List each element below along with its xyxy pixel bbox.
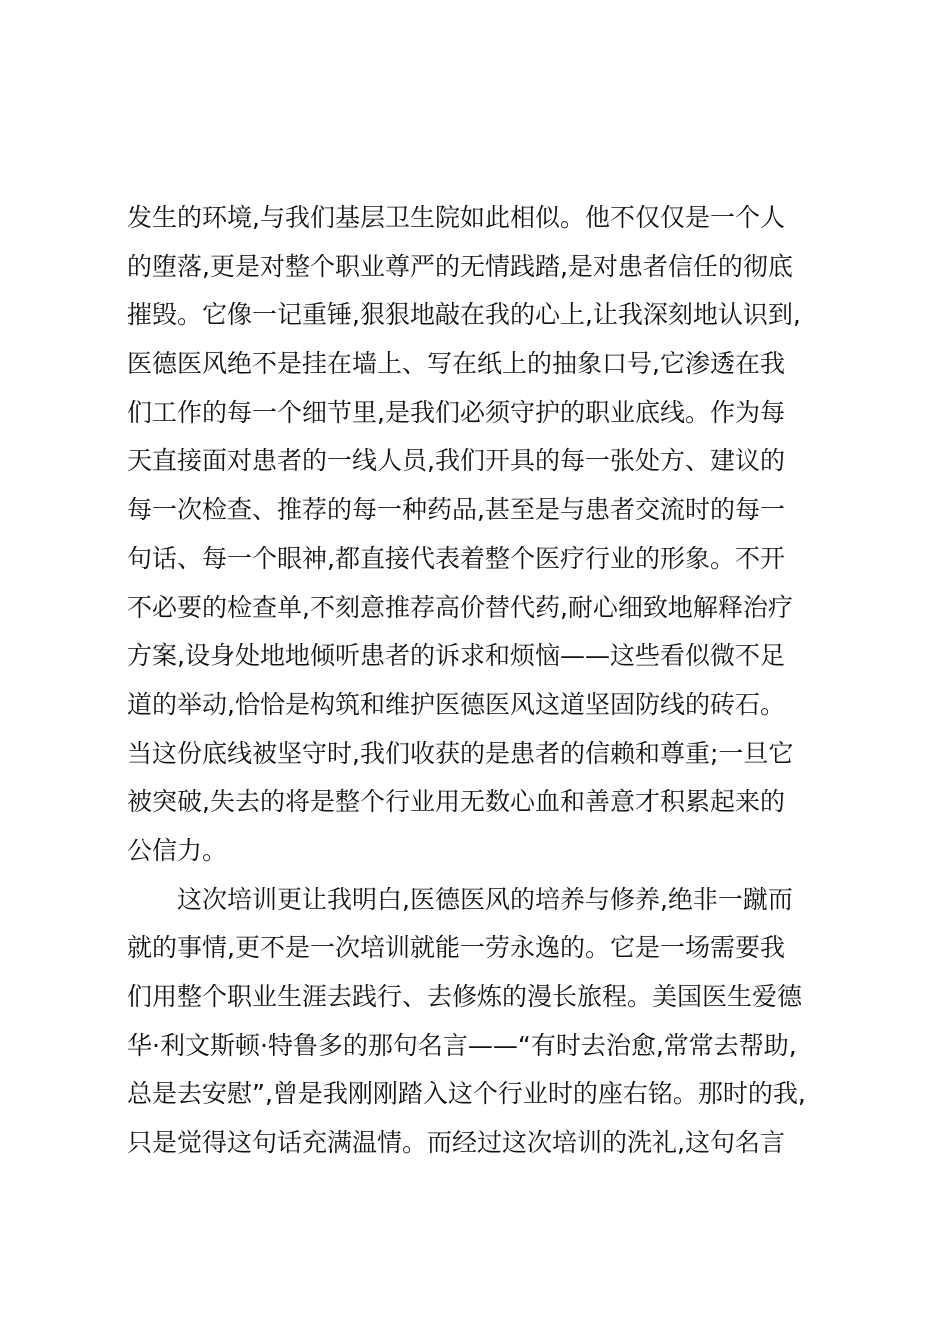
text-line: 华·利文斯顿·特鲁多的那句名言——“有时去治愈,常常去帮助,	[127, 1030, 797, 1060]
text-line: 公信力。	[127, 835, 228, 865]
text-line: 不必要的检查单,不刻意推荐高价替代药,耐心细致地解释治疗	[127, 592, 793, 622]
text-line: 方案,设身处地地倾听患者的诉求和烦恼——这些看似微不足	[127, 641, 785, 671]
text-line: 只是觉得这句话充满温情。而经过这次培训的洗礼,这句名言	[127, 1128, 785, 1158]
text-line: 句话、每一个眼神,都直接代表着整个医疗行业的形象。不开	[127, 543, 785, 573]
text-line: 医德医风绝不是挂在墙上、写在纸上的抽象口号,它渗透在我	[127, 349, 785, 379]
text-line: 总是去安慰”,曾是我刚刚踏入这个行业时的座右铭。那时的我,	[127, 1079, 806, 1109]
text-line: 的堕落,更是对整个职业尊严的无情践踏,是对患者信任的彻底	[127, 251, 793, 281]
text-line: 们用整个职业生涯去践行、去修炼的漫长旅程。美国医生爱德	[127, 982, 803, 1011]
text-line: 摧毁。它像一记重锤,狠狠地敲在我的心上,让我深刻地认识到,	[127, 300, 801, 330]
text-line: 当这份底线被坚守时,我们收获的是患者的信赖和尊重;一旦它	[127, 738, 794, 768]
text-line: 被突破,失去的将是整个行业用无数心血和善意才积累起来的	[127, 787, 785, 817]
body-text	[127, 194, 827, 1168]
text-line: 就的事情,更不是一次培训就能一劳永逸的。它是一场需要我	[127, 933, 785, 963]
paragraph-2	[127, 876, 827, 1168]
text-line: 道的举动,恰恰是构筑和维护医德医风这道坚固防线的砖石。	[127, 689, 785, 719]
text-line: 们工作的每一个细节里,是我们必须守护的职业底线。作为每	[127, 397, 785, 427]
text-line: 发生的环境,与我们基层卫生院如此相似。他不仅仅是一个人	[127, 203, 785, 232]
text-line: 天直接面对患者的一线人员,我们开具的每一张处方、建议的	[127, 446, 785, 476]
text-line: 这次培训更让我明白,医德医风的培养与修养,绝非一蹴而	[177, 884, 793, 914]
paragraph-1	[127, 194, 827, 876]
text-line: 每一次检查、推荐的每一种药品,甚至是与患者交流时的每一	[127, 495, 785, 525]
